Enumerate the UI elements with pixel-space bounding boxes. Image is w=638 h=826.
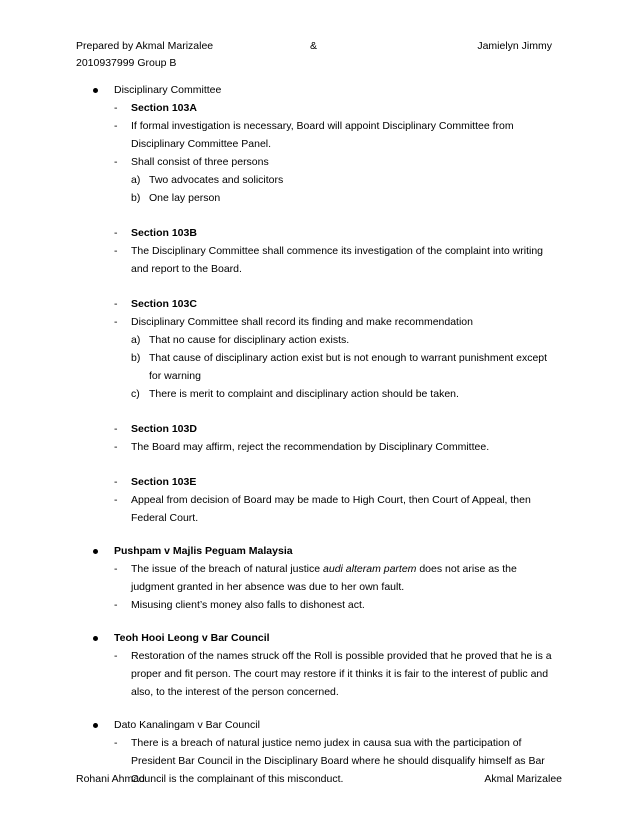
dash-marker: - (114, 245, 118, 257)
header-subline: 2010937999 Group B (76, 57, 177, 69)
dash-marker: - (114, 494, 118, 506)
lettered-item (0, 189, 638, 207)
dash-text: The Board may affirm, reject the recommendation by Disciplinary Committee. (131, 441, 490, 453)
dash-marker: - (114, 599, 118, 611)
section-heading: Section 103E (131, 476, 197, 488)
case-title: Teoh Hooi Leong v Bar Council (114, 632, 270, 644)
dash-text: Disciplinary Committee shall record its finding and make recommendation (131, 316, 473, 328)
bullet-icon (93, 88, 98, 93)
header-right: Jamielyn Jimmy (477, 40, 552, 52)
dash-marker: - (114, 102, 118, 114)
letter-marker: a) (131, 334, 141, 346)
bullet-item (0, 716, 638, 734)
bullet-icon (93, 723, 98, 728)
dash-item (0, 153, 638, 171)
dash-marker: - (114, 563, 118, 575)
bullet-item (0, 629, 638, 647)
dash-text: Restoration of the names struck off the Roll is possible provided that he proved that he is a proper and fit person. The court may restore if it thinks it is fair to the interest of public and also, to the interest of the person concerned. (131, 650, 552, 698)
lettered-text: There is merit to complaint and disciplinary action should be taken. (149, 388, 459, 400)
letter-marker: b) (131, 192, 141, 204)
dash-marker: - (114, 156, 118, 168)
dash-marker: - (114, 650, 118, 662)
dash-item (0, 242, 638, 278)
bullet-icon (93, 549, 98, 554)
dash-item (0, 117, 638, 153)
dash-item (0, 224, 638, 242)
header-left: Prepared by Akmal Marizalee (76, 40, 214, 52)
lettered-item (0, 171, 638, 189)
page-footer (76, 772, 562, 786)
dash-marker: - (114, 298, 118, 310)
case-title: Pushpam v Majlis Peguam Malaysia (114, 545, 293, 557)
section-heading: Section 103C (131, 298, 197, 310)
lettered-text: Two advocates and solicitors (149, 174, 284, 186)
dash-marker: - (114, 423, 118, 435)
dash-item (0, 473, 638, 491)
dash-text: The Disciplinary Committee shall commence its investigation of the complaint into writing and report to the Board. (131, 245, 544, 275)
lettered-item (0, 385, 638, 403)
header-center: & (310, 40, 318, 52)
dash-item (0, 99, 638, 117)
dash-item (0, 560, 638, 596)
lettered-text: One lay person (149, 192, 221, 204)
letter-marker: a) (131, 174, 141, 186)
letter-marker: b) (131, 352, 141, 364)
dash-marker: - (114, 120, 118, 132)
latin-term: audi alteram partem (323, 563, 417, 575)
lettered-item (0, 349, 638, 385)
bullet-item (0, 81, 638, 99)
dash-text: The issue of the breach of natural justice audi alteram partem does not arise as the judgment granted in her absence was due to her own fault. (131, 563, 517, 593)
dash-marker: - (114, 737, 118, 749)
dash-item (0, 596, 638, 614)
dash-text: If formal investigation is necessary, Board will appoint Disciplinary Committee from Disciplinary Committee Panel. (131, 120, 514, 150)
document-body (0, 81, 638, 788)
footer-left: Rohani Ahmad (76, 773, 145, 785)
case-title: Dato Kanalingam v Bar Council (114, 719, 260, 731)
dash-marker: - (114, 227, 118, 239)
bullet-item (0, 542, 638, 560)
dash-item (0, 420, 638, 438)
dash-text: There is a breach of natural justice nemo judex in causa sua with the participation of President Bar Council in the Disciplinary Board where he should disqualify himself as Bar Council is the complainant of this misconduct. (131, 737, 545, 785)
page-header (76, 39, 562, 53)
lettered-text: That no cause for disciplinary action exists. (149, 334, 350, 346)
footer-right: Akmal Marizalee (484, 773, 562, 785)
dash-marker: - (114, 476, 118, 488)
dash-text: Misusing client’s money also falls to dishonest act. (131, 599, 365, 611)
bullet-icon (93, 636, 98, 641)
bullet-text: Disciplinary Committee (114, 84, 222, 96)
dash-text: Shall consist of three persons (131, 156, 269, 168)
dash-item (0, 491, 638, 527)
dash-item (0, 313, 638, 331)
dash-text: Appeal from decision of Board may be made to High Court, then Court of Appeal, then Federal Court. (131, 494, 531, 524)
dash-item (0, 438, 638, 456)
dash-item (0, 647, 638, 701)
dash-marker: - (114, 316, 118, 328)
section-heading: Section 103B (131, 227, 197, 239)
dash-marker: - (114, 441, 118, 453)
section-heading: Section 103D (131, 423, 197, 435)
section-heading: Section 103A (131, 102, 197, 114)
dash-item (0, 295, 638, 313)
lettered-text: That cause of disciplinary action exist but is not enough to warrant punishment except for warning (149, 352, 548, 382)
letter-marker: c) (131, 388, 140, 400)
lettered-item (0, 331, 638, 349)
